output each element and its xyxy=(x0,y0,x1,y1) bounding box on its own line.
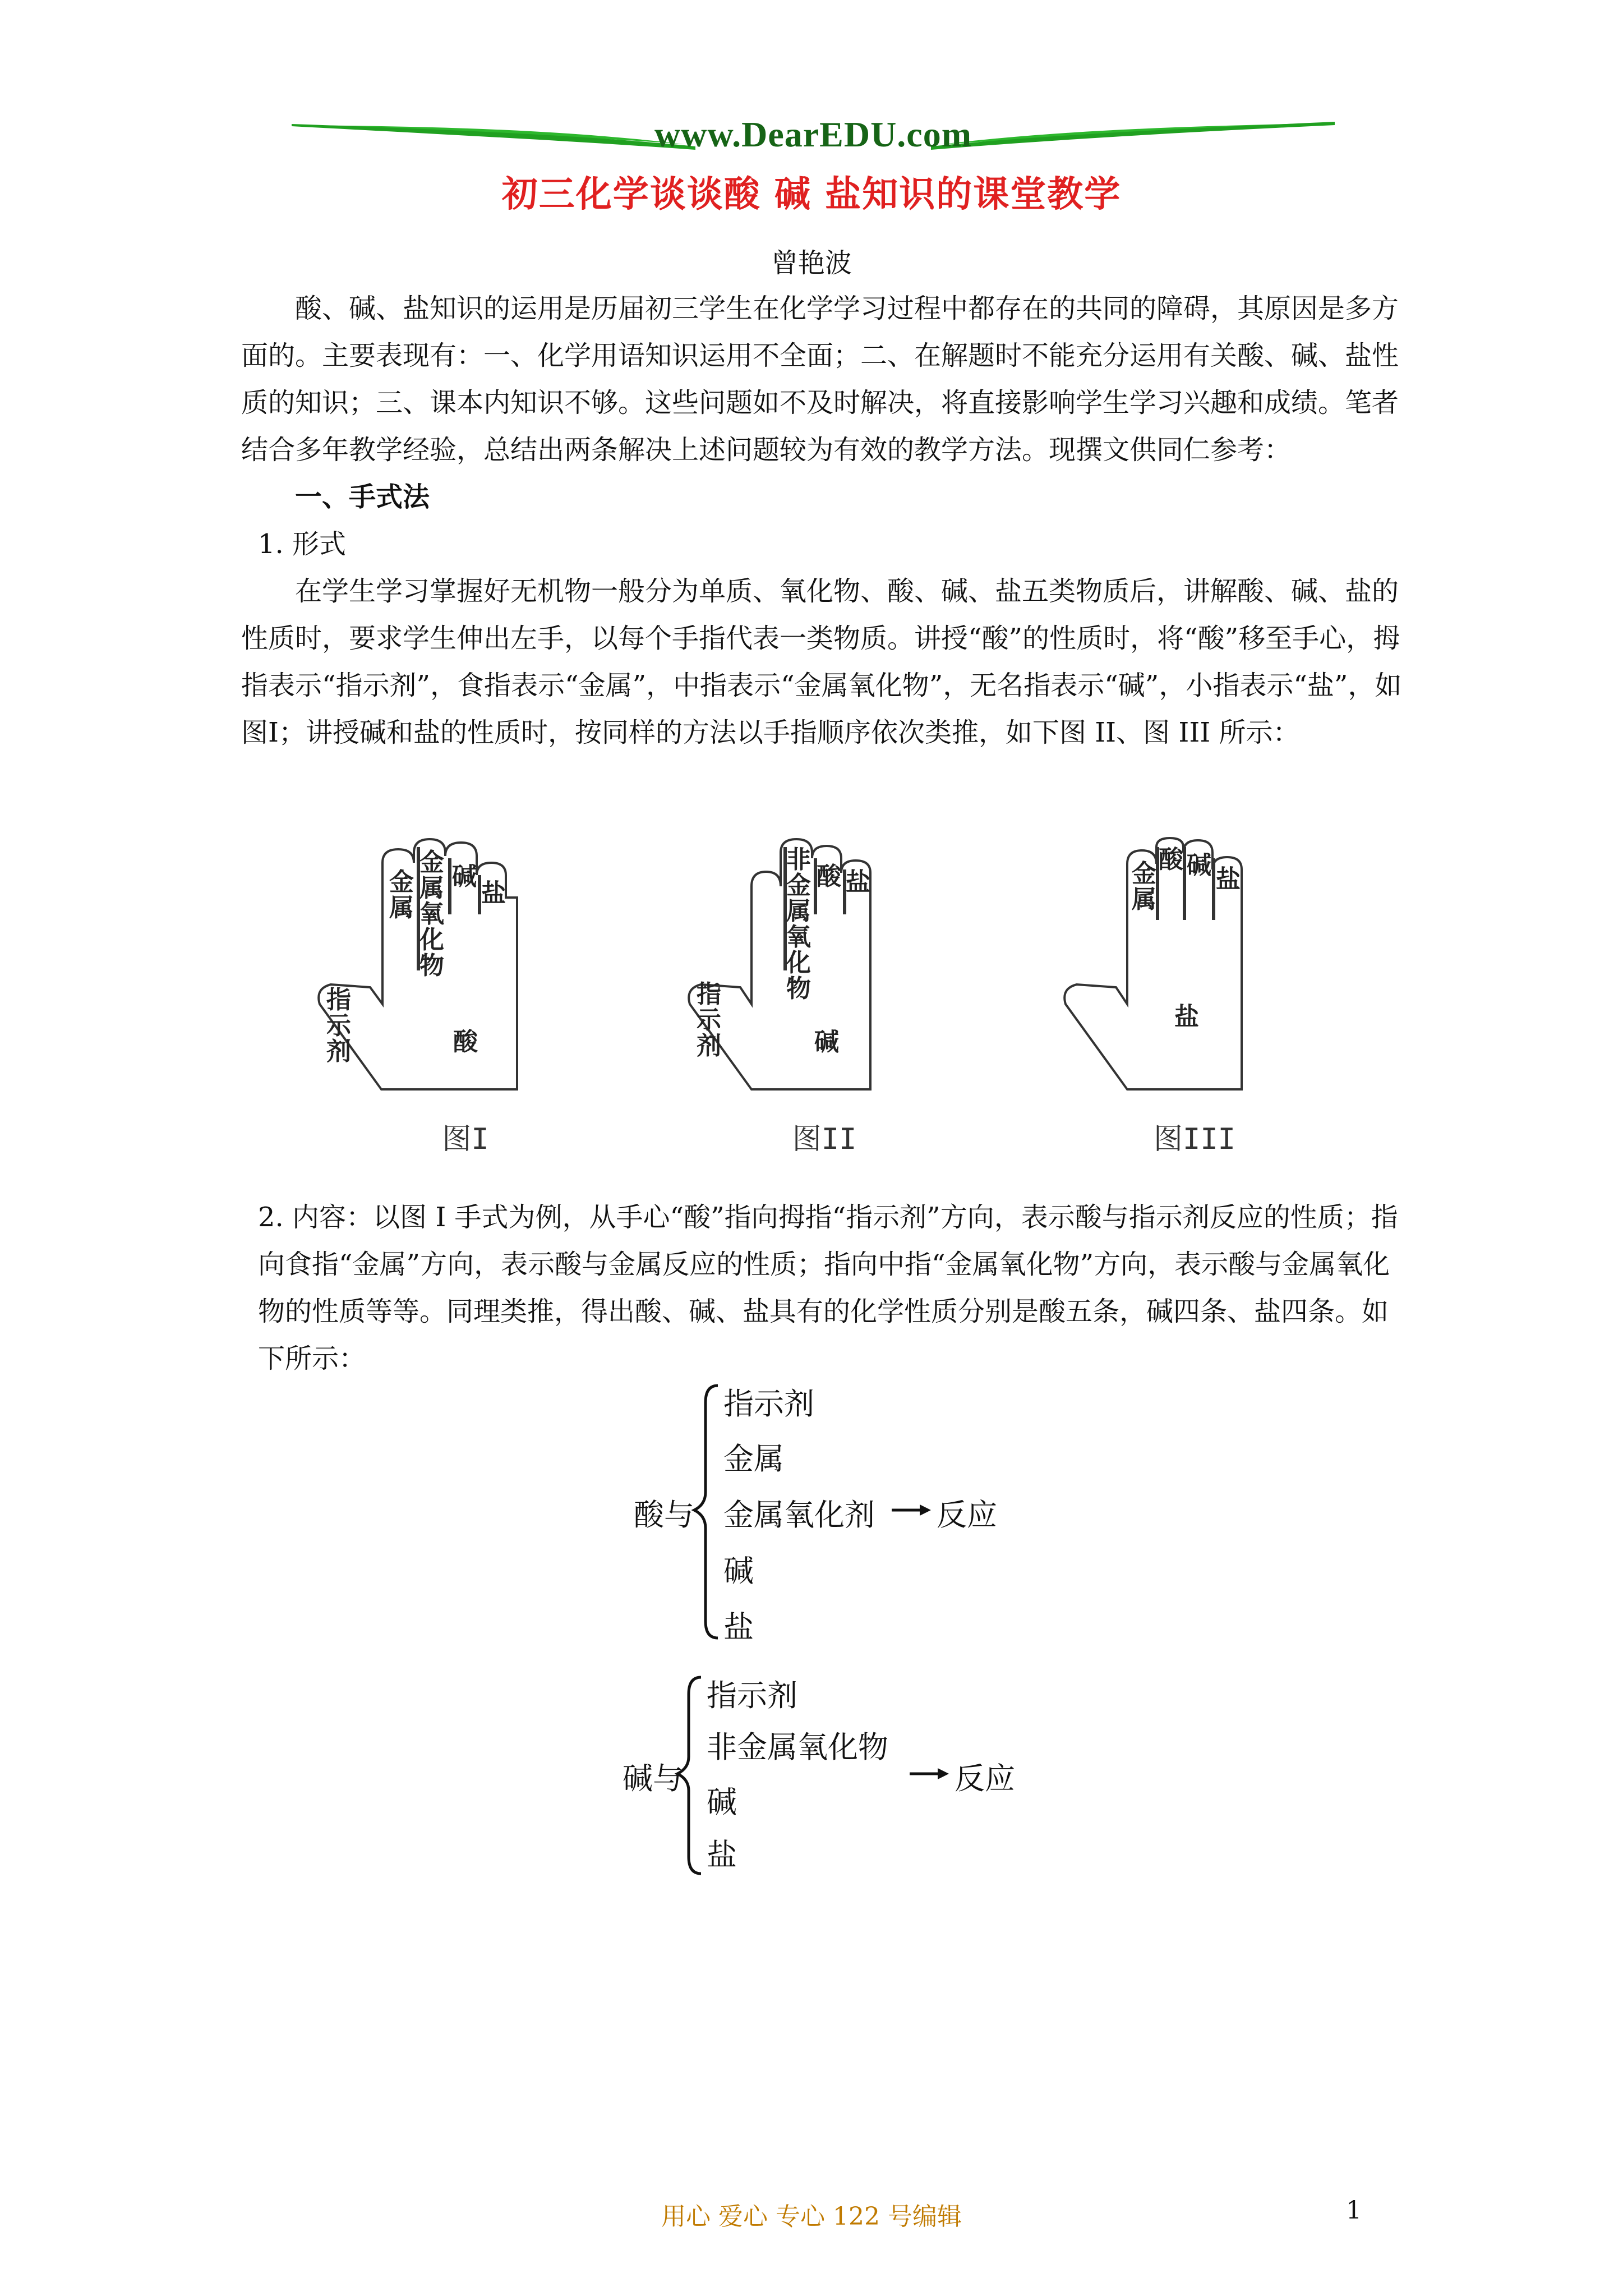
base-scheme-lead: 碱与 xyxy=(623,1761,683,1796)
article-author: 曾艳波 xyxy=(771,247,852,279)
site-header-banner xyxy=(292,109,1335,160)
acid-scheme-lead: 酸与 xyxy=(634,1497,694,1533)
little-finger-label: 盐 xyxy=(1216,865,1241,894)
figure-2 xyxy=(667,836,981,1167)
intro-block xyxy=(241,285,1408,756)
base-scheme-result: 反应 xyxy=(955,1761,1015,1796)
figure-3 xyxy=(1038,836,1352,1167)
acid-reaction-scheme xyxy=(634,1380,1026,1644)
acid-scheme-item: 金属 xyxy=(723,1441,784,1476)
thumb-label: 指示剂 xyxy=(326,986,351,1066)
article-title: 初三化学谈谈酸 碱 盐知识的课堂教学 xyxy=(501,173,1122,215)
figure-caption: 图II xyxy=(792,1122,857,1156)
middle-finger-label: 非金属氧化物 xyxy=(786,845,811,1003)
acid-scheme-item: 指示剂 xyxy=(723,1386,814,1421)
page-footer: 用心 爱心 专心 122 号编辑 xyxy=(661,2202,962,2231)
index-finger-label: 金属 xyxy=(1132,859,1156,914)
content-block xyxy=(241,1194,1408,1382)
form-paragraph: 在学生学习掌握好无机物一般分为单质、氧化物、酸、碱、盐五类物质后，讲解酸、碱、盐的性质时，要求学生伸出左手，以每个手指代表一类物质。讲授“酸”的性质时，将“酸”移至手心，拇指表示“指示剂”，食指表示“金属”，中指表示“金属氧化物”，无名指表示“碱”，小指表示“盐”，如图I；讲授碱和盐的性质时，按同样的方法以手指顺序依次类推，如下图 II、图 III 所示： xyxy=(241,576,1402,748)
section-heading-hand-method: 一、手式法 xyxy=(295,481,430,513)
content-paragraph: 2. 内容：以图 I 手式为例，从手心“酸”指向拇指“指示剂”方向，表示酸与指示剂反应的性质；指向食指“金属”方向，表示酸与金属反应的性质；指向中指“金属氧化物”方向，表示酸与金属氧化物的性质等等。同理类推，得出酸、碱、盐具有的化学性质分别是酸五条，碱四条、盐四条。如下所示： xyxy=(258,1202,1398,1374)
hand-figures xyxy=(241,836,1408,1167)
subsection-form: 1. 形式 xyxy=(258,528,347,560)
ring-finger-label: 碱 xyxy=(452,862,477,891)
palm-label: 盐 xyxy=(1174,1002,1199,1031)
base-scheme-item: 非金属氧化物 xyxy=(707,1729,888,1765)
acid-scheme-item: 碱 xyxy=(723,1553,754,1589)
palm-label: 酸 xyxy=(453,1028,478,1056)
figure-1 xyxy=(308,836,623,1167)
acid-scheme-result: 反应 xyxy=(937,1497,997,1533)
base-scheme-item: 盐 xyxy=(707,1837,737,1872)
page-number: 1 xyxy=(1346,2196,1362,2225)
ring-finger-label: 碱 xyxy=(1187,851,1211,880)
ring-finger-label: 酸 xyxy=(817,862,841,891)
little-finger-label: 盐 xyxy=(481,879,506,908)
intro-paragraph: 酸、碱、盐知识的运用是历届初三学生在化学学习过程中都存在的共同的障碍，其原因是多方面的。主要表现有：一、化学用语知识运用不全面；二、在解题时不能充分运用有关酸、碱、盐性质的知识；三、课本内知识不够。这些问题如不及时解决，将直接影响学生学习兴趣和成绩。笔者结合多年教学经验，总结出两条解决上述问题较为有效的教学方法。现撰文供同仁参考： xyxy=(241,293,1399,466)
base-scheme-item: 指示剂 xyxy=(707,1678,797,1713)
palm-label: 碱 xyxy=(814,1028,839,1056)
little-finger-label: 盐 xyxy=(846,868,870,896)
acid-scheme-item: 金属氧化剂 xyxy=(723,1497,875,1533)
acid-scheme-item: 盐 xyxy=(723,1609,754,1645)
thumb-label: 指示剂 xyxy=(697,980,721,1060)
middle-finger-label: 酸 xyxy=(1159,845,1183,874)
index-finger-label: 金属 xyxy=(389,868,414,922)
middle-finger-label: 金属氧化物 xyxy=(419,848,444,980)
figure-caption: 图I xyxy=(442,1122,489,1156)
figure-caption: 图III xyxy=(1154,1122,1235,1156)
site-logo-text[interactable]: www.DearEDU.com xyxy=(654,114,972,154)
base-scheme-item: 碱 xyxy=(707,1784,737,1820)
base-reaction-scheme xyxy=(623,1672,1049,1879)
